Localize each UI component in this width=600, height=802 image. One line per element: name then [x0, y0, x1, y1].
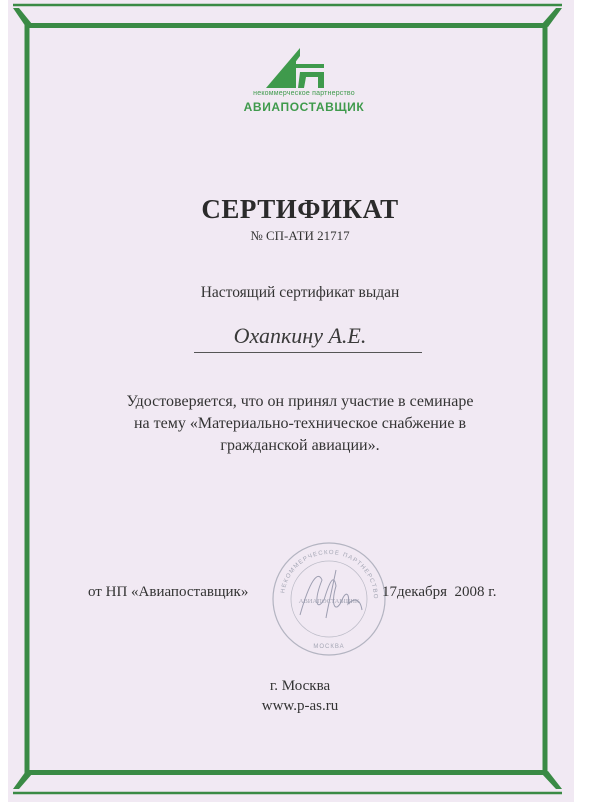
recipient-underline — [194, 352, 422, 353]
certificate-title: СЕРТИФИКАТ — [201, 194, 399, 224]
issued-label: Настоящий сертификат выдан — [200, 284, 400, 301]
svg-text:МОСКВА: МОСКВА — [313, 644, 345, 650]
website-text: www.p-as.ru — [261, 698, 339, 714]
body-line: на тему «Материально-техническое снабжение в — [133, 415, 466, 432]
city-text: г. Москва — [269, 678, 331, 694]
certificate-body — [0, 391, 600, 457]
recipient-name: Охапкину А.Е. — [233, 323, 367, 348]
round-seal-stamp-icon — [270, 540, 388, 658]
svg-text:НЕКОММЕРЧЕСКОЕ ПАРТНЕРСТВО: НЕКОММЕРЧЕСКОЕ ПАРТНЕРСТВО — [280, 549, 379, 600]
body-line: гражданской авиации». — [220, 437, 380, 454]
issuer-text: от НП «Авиапоставщик» — [88, 584, 249, 600]
body-line: Удостоверяется, что он принял участие в семинаре — [126, 393, 474, 410]
issue-date: 17декабря 2008 г. — [382, 584, 497, 600]
logo-subtitle: некоммерческое партнерство — [253, 90, 355, 97]
logo-name: АВИАПОСТАВЩИК — [243, 100, 365, 114]
certificate-number: № СП-АТИ 21717 — [250, 228, 350, 243]
svg-text:АВИАПОСТАВЩИК: АВИАПОСТАВЩИК — [298, 598, 360, 605]
